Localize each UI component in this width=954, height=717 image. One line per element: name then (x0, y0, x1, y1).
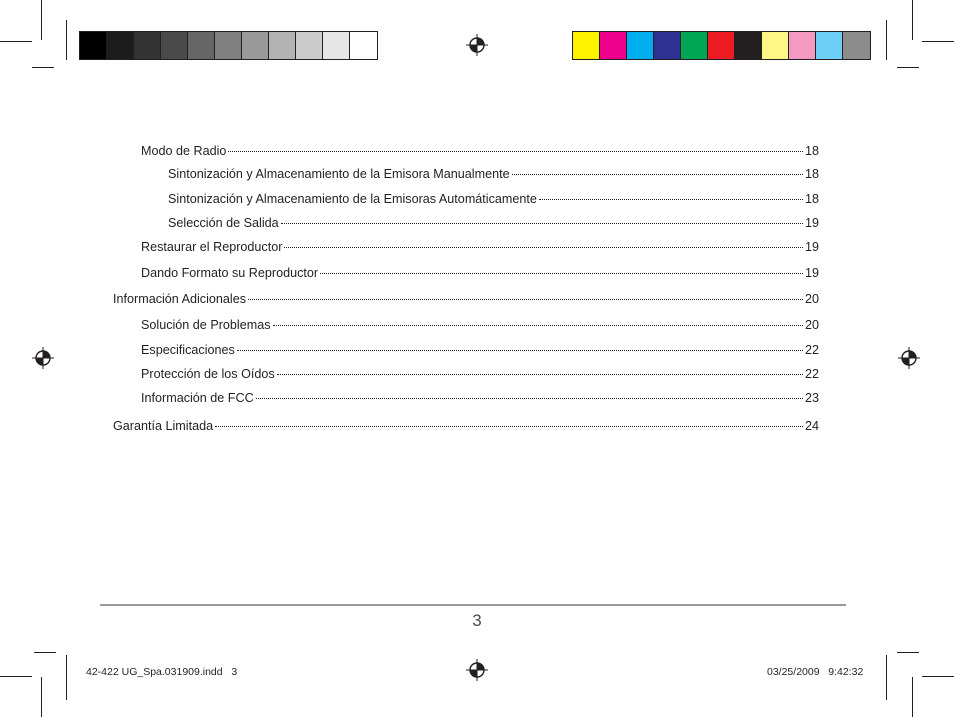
toc-entry-page: 19 (804, 266, 819, 280)
toc-entry-title: Sintonización y Almacenamiento de la Emisora Manualmente (168, 167, 510, 181)
toc-entry-title: Información Adicionales (113, 292, 247, 306)
color-swatch (573, 32, 600, 59)
color-swatch (269, 32, 296, 59)
toc-entry[interactable] (141, 366, 819, 382)
toc-entry-title: Restaurar el Reproductor (141, 240, 283, 254)
toc-leader-dots (320, 273, 803, 274)
crop-mark (886, 655, 887, 700)
page-number: 3 (472, 611, 482, 630)
toc-entry-title: Protección de los Oídos (141, 367, 275, 381)
toc-entry-page: 23 (804, 391, 819, 405)
toc-entry[interactable] (168, 215, 819, 231)
toc-entry[interactable] (168, 166, 819, 182)
toc-entry-page: 18 (804, 167, 819, 181)
toc-entry[interactable] (113, 291, 819, 307)
color-swatch (600, 32, 627, 59)
toc-entry-page: 24 (804, 419, 819, 433)
grayscale-color-bar (79, 31, 378, 60)
crop-mark (41, 0, 42, 40)
registration-mark-icon (466, 659, 488, 681)
toc-entry-title: Dando Formato su Reproductor (141, 266, 319, 280)
toc-entry-title: Selección de Salida (168, 216, 279, 230)
footer-rule (100, 604, 846, 606)
toc-leader-dots (277, 374, 803, 375)
crop-mark (41, 677, 42, 717)
color-swatch (350, 32, 377, 59)
toc-entry[interactable] (141, 143, 819, 159)
toc-entry-title: Sintonización y Almacenamiento de la Emisoras Automáticamente (168, 192, 537, 206)
toc-entry[interactable] (141, 239, 819, 255)
color-swatch (843, 32, 870, 59)
slug-timestamp: 03/25/2009 9:42:32 (767, 666, 864, 678)
crop-mark (897, 652, 919, 653)
toc-leader-dots (248, 299, 803, 300)
toc-leader-dots (284, 247, 803, 248)
toc-entry[interactable] (141, 317, 819, 333)
color-swatch (762, 32, 789, 59)
crop-mark (912, 0, 913, 40)
toc-leader-dots (539, 199, 803, 200)
color-swatch (107, 32, 134, 59)
color-swatch (134, 32, 161, 59)
crop-mark (922, 41, 954, 42)
crop-mark (0, 676, 32, 677)
toc-entry-page: 18 (804, 192, 819, 206)
toc-entry-page: 19 (804, 240, 819, 254)
toc-entry[interactable] (141, 342, 819, 358)
color-swatch (188, 32, 215, 59)
toc-entry[interactable] (141, 265, 819, 281)
color-swatch (242, 32, 269, 59)
toc-entry-title: Garantía Limitada (113, 419, 214, 433)
color-swatch (681, 32, 708, 59)
toc-entry-page: 18 (804, 144, 819, 158)
toc-leader-dots (512, 174, 803, 175)
toc-entry-title: Solución de Problemas (141, 318, 271, 332)
crop-mark (66, 20, 67, 60)
color-swatch (654, 32, 681, 59)
color-swatch (161, 32, 188, 59)
toc-leader-dots (256, 398, 803, 399)
color-swatch (215, 32, 242, 59)
toc-entry[interactable] (113, 418, 819, 434)
color-swatch (323, 32, 350, 59)
toc-entry[interactable] (168, 191, 819, 207)
toc-leader-dots (281, 223, 803, 224)
registration-mark-icon (466, 34, 488, 56)
color-swatch (296, 32, 323, 59)
toc-entry-title: Información de FCC (141, 391, 254, 405)
crop-mark (0, 41, 32, 42)
crop-mark (886, 20, 887, 60)
crop-mark (66, 655, 67, 700)
color-swatch (816, 32, 843, 59)
toc-leader-dots (215, 426, 803, 427)
toc-entry-page: 20 (804, 318, 819, 332)
toc-leader-dots (228, 151, 803, 152)
crop-mark (32, 67, 54, 68)
crop-mark (922, 676, 954, 677)
toc-entry-page: 19 (804, 216, 819, 230)
toc-entry-page: 22 (804, 367, 819, 381)
toc-entry-title: Especificaciones (141, 343, 235, 357)
registration-mark-icon (32, 347, 54, 369)
crop-mark (34, 652, 56, 653)
color-swatch (80, 32, 107, 59)
toc-entry-page: 20 (804, 292, 819, 306)
toc-entry[interactable] (141, 390, 819, 406)
color-swatch (627, 32, 654, 59)
color-swatch (789, 32, 816, 59)
color-swatch (708, 32, 735, 59)
toc-entry-title: Modo de Radio (141, 144, 227, 158)
color-swatch (735, 32, 762, 59)
process-color-bar (572, 31, 871, 60)
crop-mark (912, 677, 913, 717)
toc-entry-page: 22 (804, 343, 819, 357)
slug-file-name: 42-422 UG_Spa.031909.indd 3 (86, 666, 238, 678)
registration-mark-icon (898, 347, 920, 369)
toc-leader-dots (273, 325, 803, 326)
crop-mark (897, 67, 919, 68)
toc-leader-dots (237, 350, 803, 351)
